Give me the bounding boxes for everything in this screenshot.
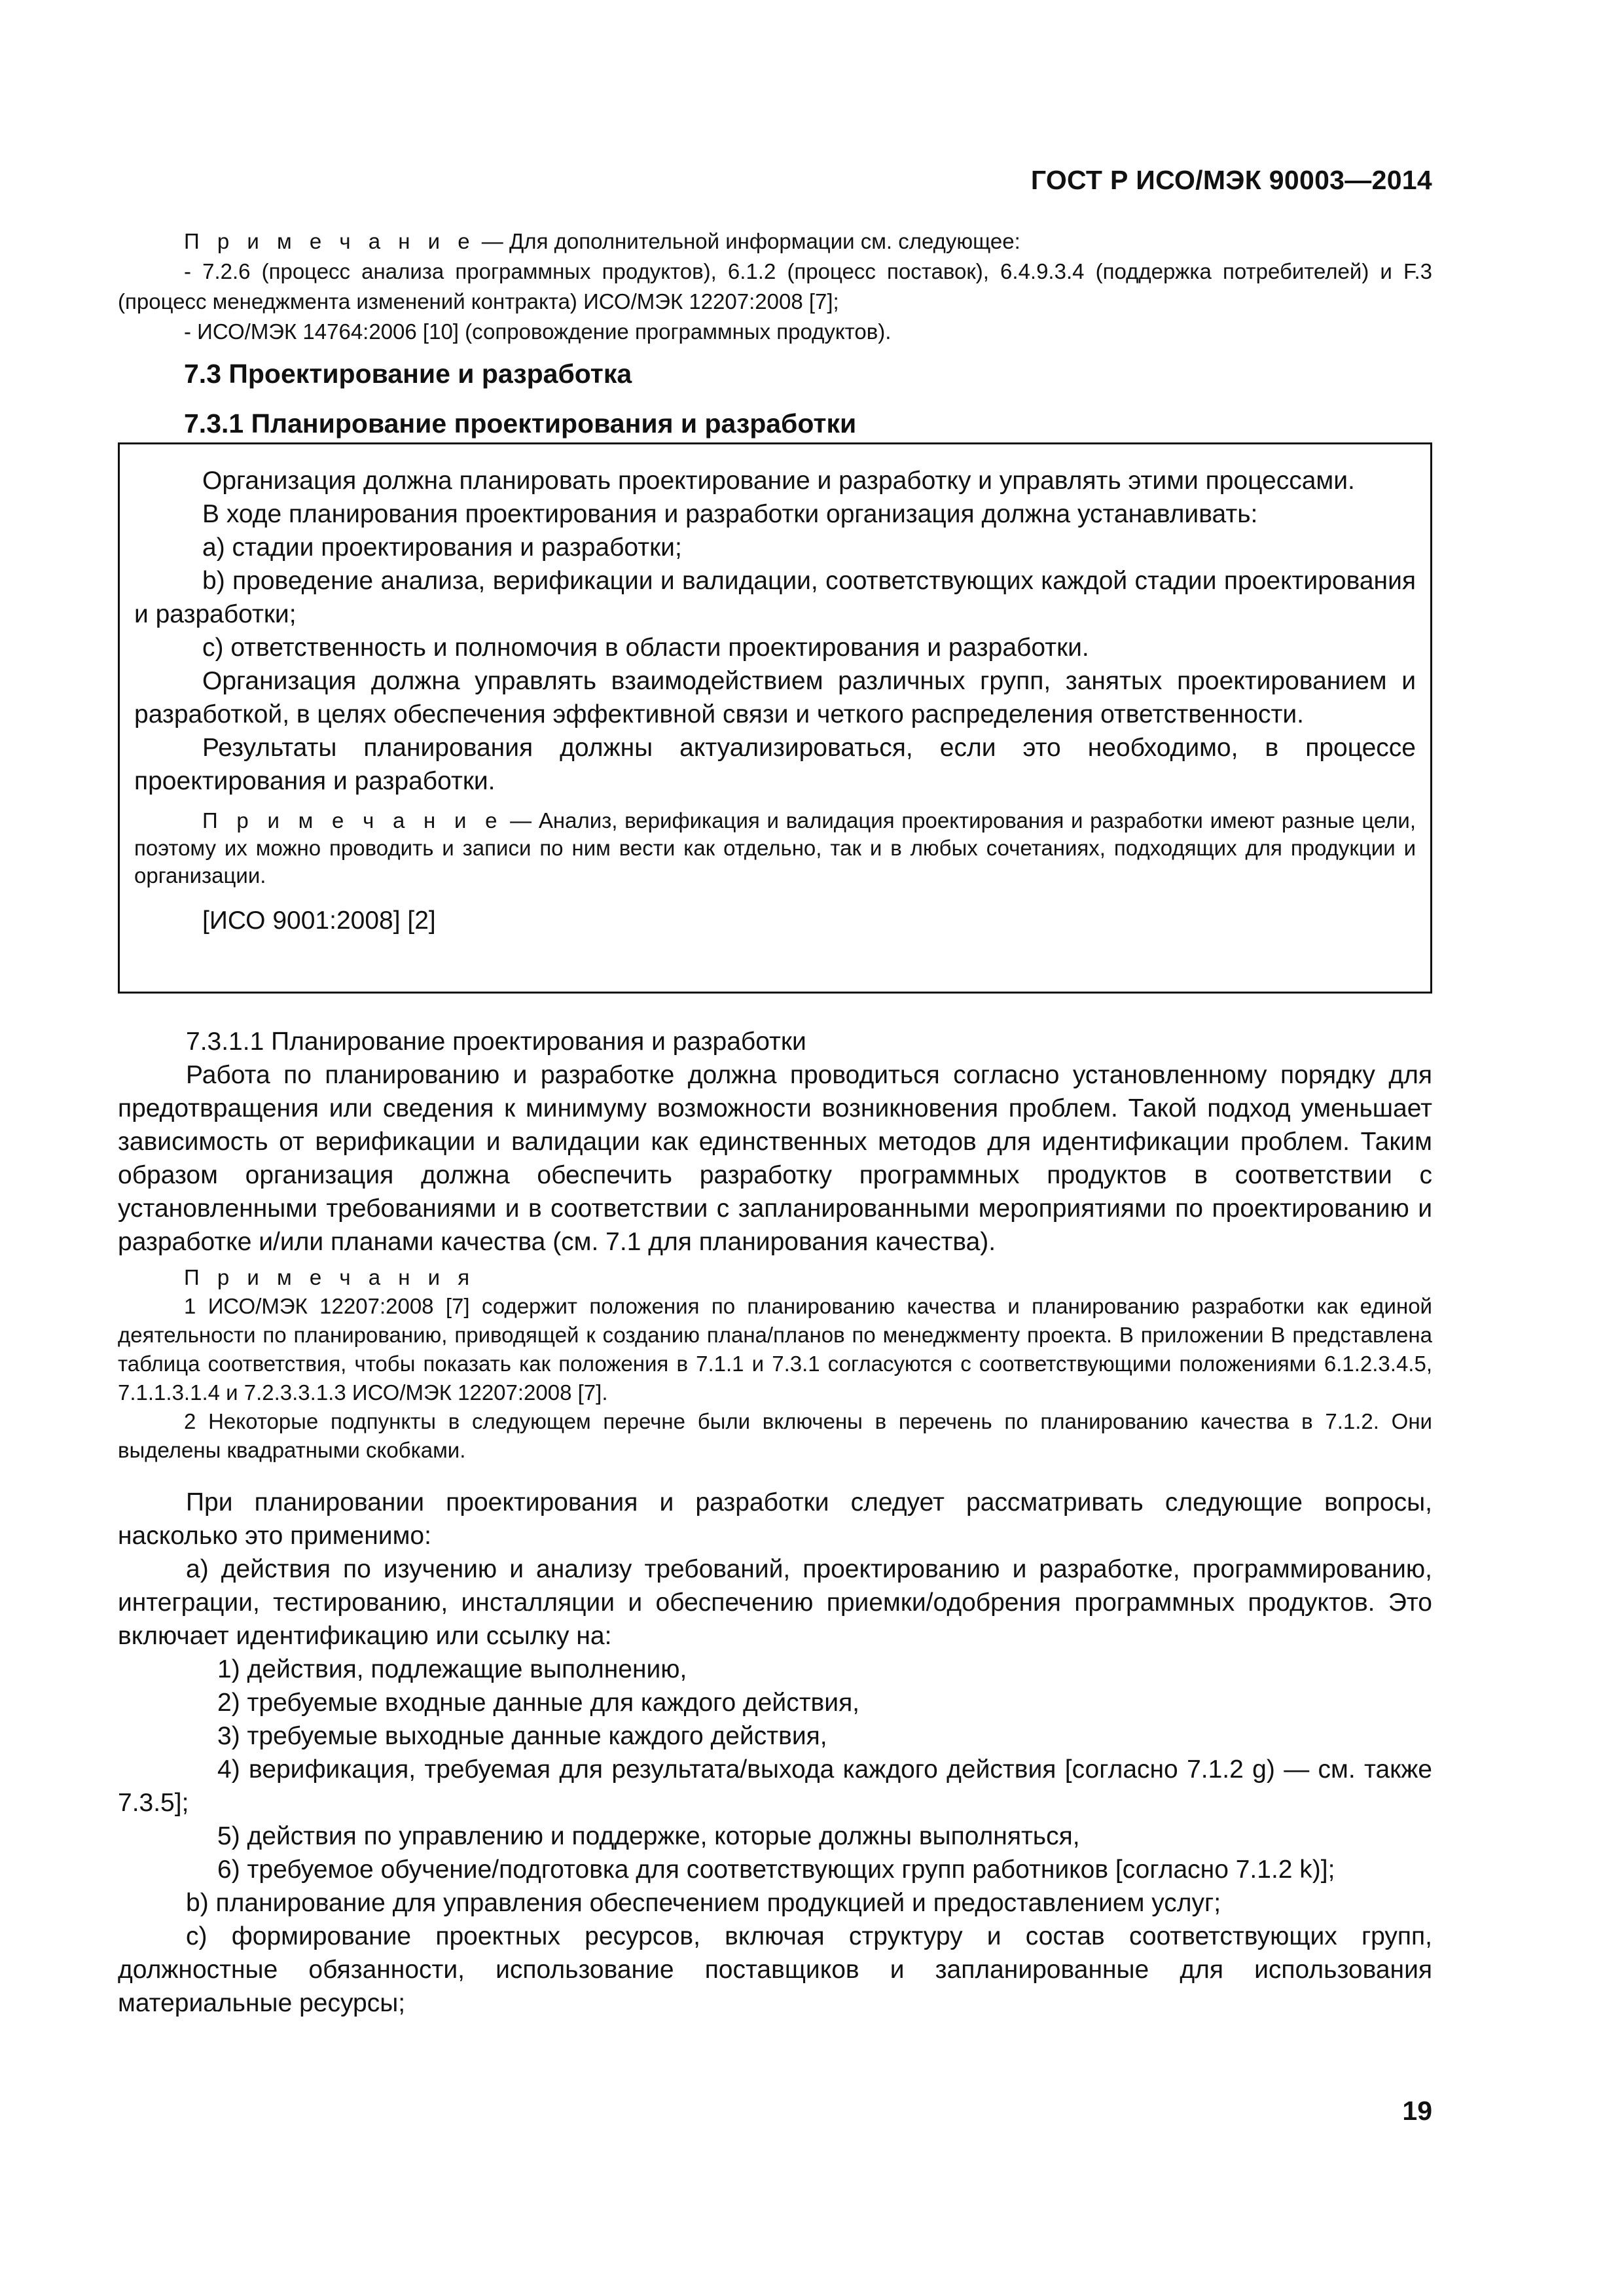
list-item-b: b) планирование для управления обеспечением продукцией и предоставлением услуг; [186,1889,1221,1917]
box-note [134,807,1416,889]
list-subitem-6: 6) требуемое обучение/подготовка для соответствующих групп работников [согласно 7.1.2 k)]; [217,1856,1335,1884]
section-heading: 7.3 Проектирование и разработка [184,359,632,389]
list-subitem-2: 2) требуемые входные данные для каждого действия, [217,1689,860,1717]
notes-label: П р и м е ч а н и я [184,1265,476,1289]
notes-block [118,1263,1432,1465]
clause-body [118,1025,1432,1259]
box-reference: [ИСО 9001:2008] [2] [202,906,436,935]
quoted-requirement-box [118,442,1432,994]
box-paragraph-2: В ходе планирования проектирования и разработки организация должна устанавливать: [202,500,1258,528]
note-label: П р и м е ч а н и е [184,229,476,253]
box-item-a: a) стадии проектирования и разработки; [202,533,682,562]
note-intro-text: — Для дополнительной информации см. следующее: [475,229,1020,253]
top-note [118,226,1432,347]
top-note-item-1: - 7.2.6 (процесс анализа программных продуктов), 6.1.2 (процесс поставок), 6.4.9.3.4 (поддержка потребителей) и F.3 (процесс менеджмента изменений контракта) ИСО/МЭК 12207:2008 [7]; [118,259,1432,314]
list-item-c: c) формирование проектных ресурсов, включая структуру и состав соответствующих групп, должностные обязанности, использование поставщиков и запланированные для использования материальные ресурсы; [118,1922,1432,2017]
list-intro: При планировании проектирования и разработки следует рассматривать следующие вопросы, насколько это применимо: [118,1488,1432,1550]
list-subitem-3: 3) требуемые выходные данные каждого действия, [217,1722,827,1750]
clause-heading: 7.3.1.1 Планирование проектирования и разработки [186,1028,806,1056]
planning-list [118,1486,1432,2020]
box-paragraph-1: Организация должна планировать проектирование и разработку и управлять этими процессами. [202,467,1355,495]
box-item-b: b) проведение анализа, верификации и валидации, соответствующих каждой стадии проектирования и разработки; [134,567,1416,628]
box-note-label: П р и м е ч а н и е [202,808,503,833]
list-subitem-5: 5) действия по управлению и поддержке, которые должны выполняться, [217,1822,1080,1850]
box-note-text: — Анализ, верификация и валидация проектирования и разработки имеют разные цели, поэтому их можно проводить и записи по ним вести как отдельно, так и в любых сочетаниях, подходящих для продукции и организации. [134,808,1416,888]
top-note-item-2: - ИСО/МЭК 14764:2006 [10] (сопровождение программных продуктов). [184,319,892,344]
list-subitem-1: 1) действия, подлежащие выполнению, [217,1655,687,1683]
top-note-intro [118,226,1432,257]
page-number: 19 [1402,2096,1432,2126]
clause-paragraph: Работа по планированию и разработке должна проводиться согласно установленному порядку для предотвращения или сведения к минимуму возможности возникновения проблем. Такой подход уменьшает зависимость от верификации и валидации как единственных методов для идентификации проблем. Таким образом организация должна обеспечить разработку программных продуктов в соответствии с установленными требованиями и в соответствии с запланированными мероприятиями по проектированию и разработке и/или планами качества (см. 7.1 для планирования качества). [118,1061,1432,1256]
subsection-heading: 7.3.1 Планирование проектирования и разработки [184,408,857,439]
note-1: 1 ИСО/МЭК 12207:2008 [7] содержит положения по планированию качества и планированию разработки как единой деятельности по планированию, приводящей к созданию плана/планов по менеджменту проекта. В приложении В представлена таблица соответствия, чтобы показать как положения в 7.1.1 и 7.3.1 согласуются с соответствующими положениями 6.1.2.3.4.5, 7.1.1.3.1.4 и 7.2.3.3.1.3 ИСО/МЭК 12207:2008 [7]. [118,1294,1432,1405]
note-2: 2 Некоторые подпункты в следующем перечне были включены в перечень по планированию качества в 7.1.2. Они выделены квадратными скобками. [118,1409,1432,1462]
standard-header: ГОСТ Р ИСО/МЭК 90003—2014 [1030,165,1432,195]
list-subitem-4: 4) верификация, требуемая для результата/выхода каждого действия [согласно 7.1.2 g) — см. также 7.3.5]; [118,1755,1432,1817]
box-paragraph-3: Организация должна управлять взаимодействием различных групп, занятых проектированием и разработкой, в целях обеспечения эффективной связи и четкого распределения ответственности. [134,667,1416,728]
box-paragraph-4: Результаты планирования должны актуализироваться, если это необходимо, в процессе проектирования и разработки. [134,734,1416,795]
box-item-c: c) ответственность и полномочия в области проектирования и разработки. [202,634,1089,662]
list-item-a: a) действия по изучению и анализу требований, проектированию и разработке, программированию, интеграции, тестированию, инсталляции и обеспечению приемки/одобрения программных продуктов. Это включает идентификацию или ссылку на: [118,1555,1432,1650]
